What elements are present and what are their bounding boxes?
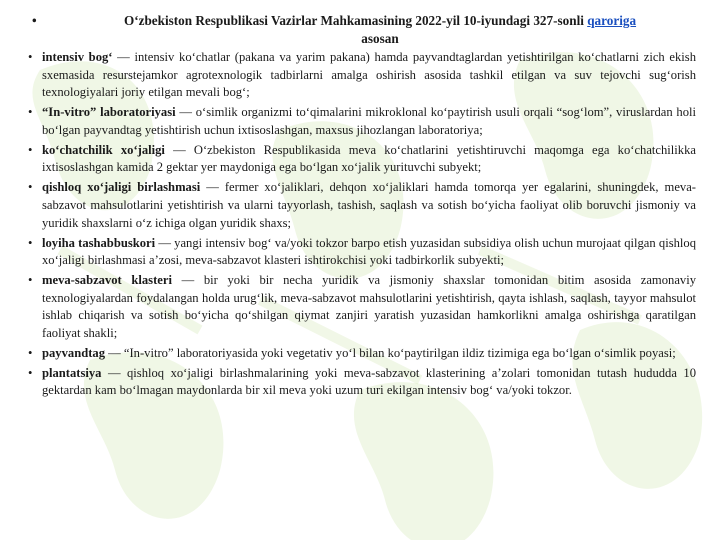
- definition-text: — O‘zbekiston Respublikasida meva ko‘chatlarini yetishtiruvchi maqomga ega ko‘chatchilikka ixtisoslashgan kamida 2 gektar yer maydoniga ega bo‘lgan xo‘jalik yurituvchi subyekt;: [42, 142, 696, 175]
- list-bullet: •: [28, 365, 33, 380]
- definition-term: meva-sabzavot klasteri: [42, 273, 172, 288]
- list-item: [28, 272, 696, 342]
- definition-text: — “In-vitro” laboratoriyasida yoki vegetativ yo‘l bilan ko‘paytirilgan ildiz tizimiga ega bo‘lgan o‘simlik poyasi;: [105, 345, 676, 360]
- list-item: [28, 345, 696, 363]
- definitions-list: [28, 49, 696, 400]
- definition-text: — intensiv ko‘chatlar (pakana va yarim pakana) hamda payvandtaglardan yetishtirilgan ko‘chatlarni zich ekish sxemasida resurstejamkor agrotexnologik tadbirlarni amalga oshirish asosida tashkil etilgan va suv tejovchi sug‘orish texnologiyalari joriy etilgan mevali bog‘;: [42, 50, 696, 100]
- heading-main: O‘zbekiston Respublikasi Vazirlar Mahkamasining 2022-yil 10-iyundagi 327-sonli: [123, 13, 584, 28]
- list-item: [28, 235, 696, 270]
- definition-term: ko‘chatchilik xo‘jaligi: [42, 142, 165, 157]
- definition-text: — o‘simlik organizmi to‘qimalarini mikroklonal ko‘paytirish usuli orqali “sog‘lom”, viruslardan holi bo‘lgan payvandtag yetishtirish uchun ixtisoslashgan, maxsus jihozlangan laboratoriya;: [42, 105, 696, 137]
- list-item: [28, 365, 696, 400]
- definition-term: qishloq xo‘jaligi birlashmasi: [42, 180, 201, 195]
- heading-tail: asosan: [361, 31, 399, 46]
- heading-text: [64, 12, 696, 48]
- list-bullet: •: [28, 235, 33, 250]
- definition-term: “In-vitro” laboratoriyasi: [42, 105, 176, 120]
- list-item: [28, 142, 696, 177]
- document-heading: [28, 12, 696, 48]
- list-item: [28, 49, 696, 102]
- definition-text: — fermer xo‘jaliklari, dehqon xo‘jaliklari hamda tomorqa yer egalarini, shuningdek, meva-sabzavot mahsulotlarini yetishtirish va ularni tayyorlash, tashish, saqlash va sotish bo‘yicha faoliyat olib boruvchi jismoniy va yuridik shaxslarni o‘z ichiga olgan yuridik shaxs;: [42, 180, 696, 230]
- list-bullet: •: [28, 180, 33, 195]
- definition-term: intensiv bog‘: [42, 50, 113, 64]
- definition-text: — qishloq xo‘jaligi birlashmalarining yoki meva-sabzavot klasterining a’zolari tomonidan tutash hududda 10 gektardan kam bo‘lmagan maydonlarda bir xil meva yoki uzum turi ekilgan intensiv bog‘ va/yoki tokzor.: [42, 365, 696, 398]
- list-bullet: •: [28, 273, 33, 288]
- list-bullet: •: [28, 142, 33, 157]
- list-bullet: •: [28, 50, 33, 64]
- list-bullet: •: [28, 345, 33, 360]
- heading-bullet: •: [32, 13, 37, 28]
- definition-term: plantatsiya: [42, 365, 102, 380]
- resolution-link[interactable]: qaroriga: [587, 13, 637, 28]
- definition-term: payvandtag: [42, 345, 105, 360]
- definition-term: loyiha tashabbuskori: [42, 235, 156, 250]
- watermark-leaf-shape: [354, 382, 494, 540]
- list-item: [28, 104, 696, 139]
- definition-text: — bir yoki bir necha yuridik va jismoniy shaxslar tomonidan bitim asosida zamonaviy texnologiyalardan foydalangan holda urug‘lik, meva-sabzavot mahsulotlarini yetishtirish, qayta ishlash, saqlash, tayyor mahsulot ishlab chiqarish va sotish bo‘yicha qo‘shilgan qiymat zanjiri yaratish yuzasidan hamkorlikni amalga oshirishga qaratilgan faoliyat shakli;: [42, 273, 697, 340]
- list-bullet: •: [28, 105, 33, 120]
- definition-text: — yangi intensiv bog‘ va/yoki tokzor barpo etish yuzasidan subsidiya olish uchun murojaat qilgan qishloq xo‘jaligi birlashmasi a’zosi, meva-sabzavot klasteri ishtirokchisi yoki tadbirkorlik subyekti;: [42, 235, 696, 268]
- list-item: [28, 179, 696, 232]
